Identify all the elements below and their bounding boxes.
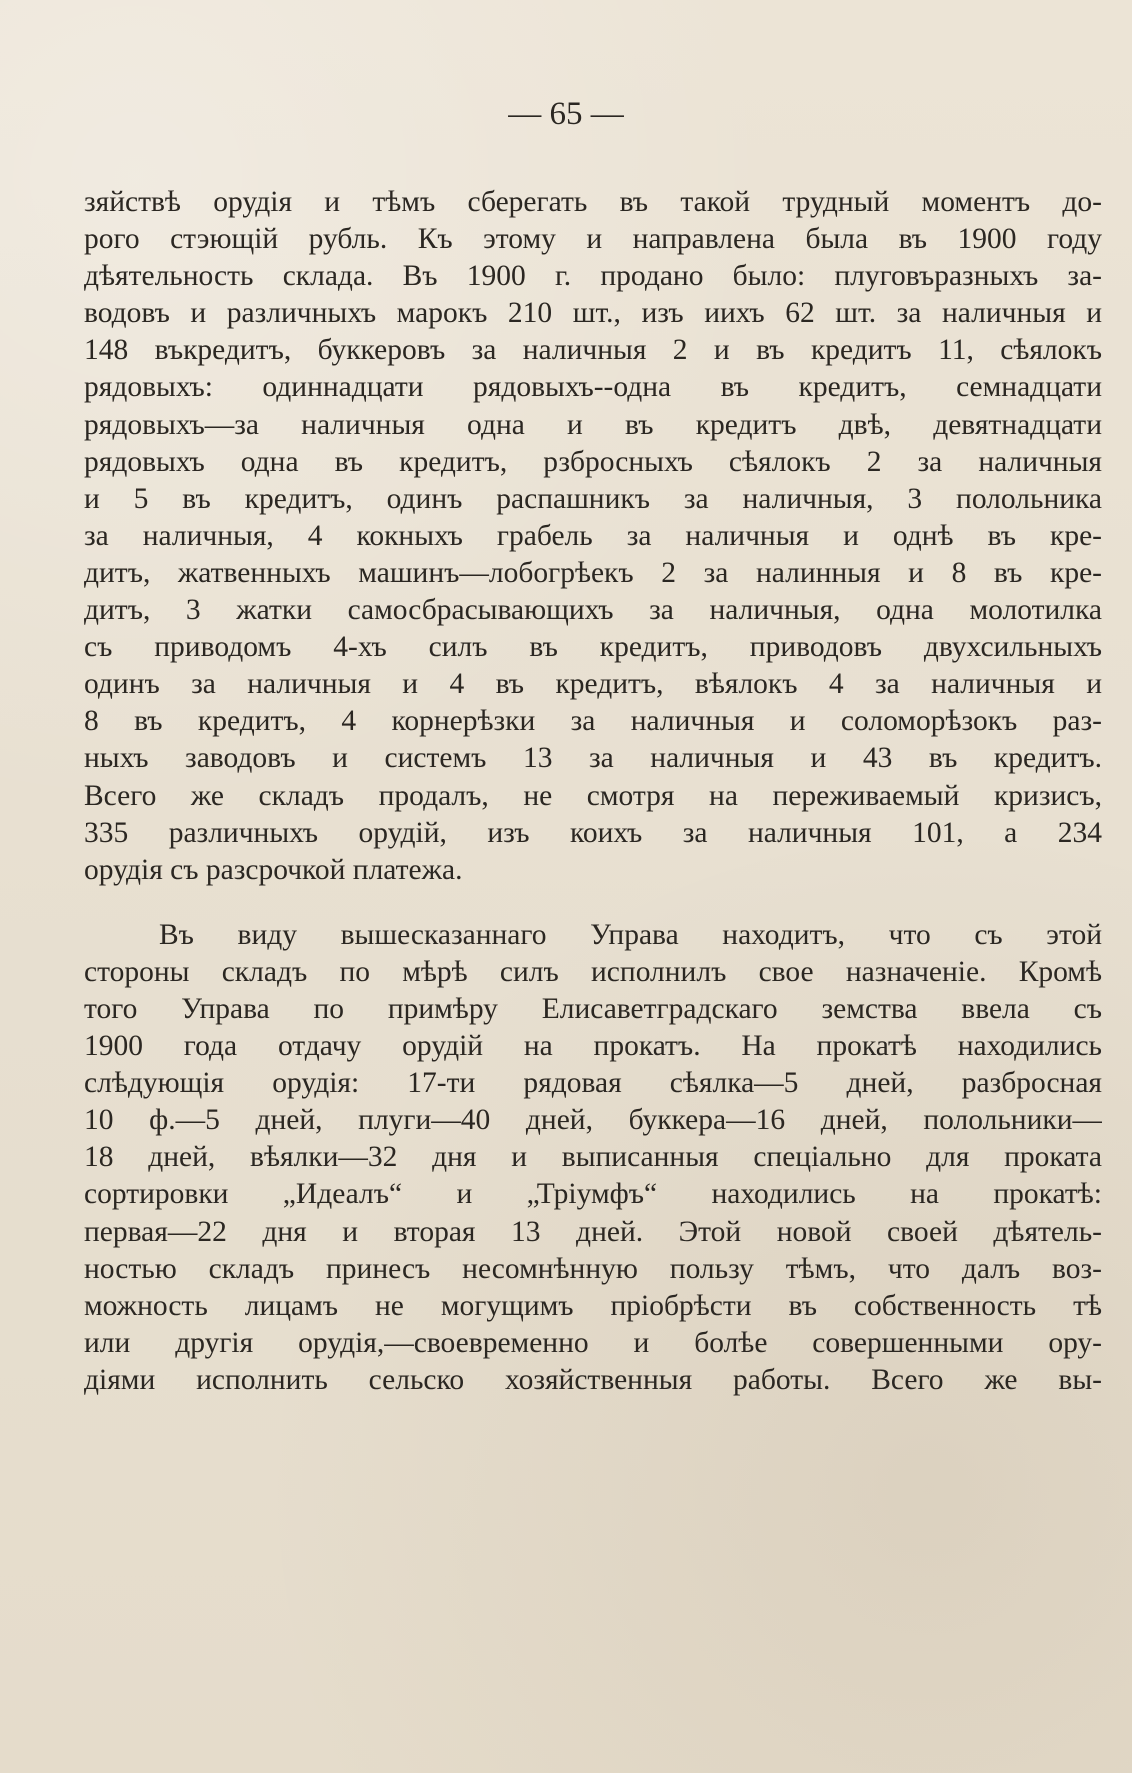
text-line: 148 въкредитъ, буккеровъ за наличныя 2 и въ кредитъ 11, сѣялокъ <box>84 334 1102 367</box>
text-line: 10 ф.—5 дней, плуги—40 дней, буккера—16 дней, полольники— <box>84 1104 1102 1137</box>
text-line: можность лицамъ не могущимъ пріобрѣсти въ собственность тѣ <box>84 1289 1102 1322</box>
text-line: съ приводомъ 4-хъ силъ въ кредитъ, приводовъ двухсильныхъ <box>84 631 1102 664</box>
text-line: стороны складъ по мѣрѣ силъ исполнилъ свое назначеніе. Кромѣ <box>84 955 1102 988</box>
text-line: первая—22 дня и вторая 13 дней. Этой новой своей дѣятель- <box>84 1215 1102 1248</box>
text-line: ныхъ заводовъ и системъ 13 за наличныя и 43 въ кредитъ. <box>84 742 1102 775</box>
text-line: орудія съ разсрочкой платежа. <box>84 853 463 886</box>
paragraph <box>84 184 1102 889</box>
text-line: 8 въ кредитъ, 4 корнерѣзки за наличныя и соломорѣзокъ раз- <box>84 705 1102 738</box>
text-line: дитъ, 3 жатки самосбрасывающихъ за наличныя, одна молотилка <box>84 594 1102 627</box>
text-line: рядовыхъ: одиннадцати рядовыхъ--одна въ кредитъ, семнадцати <box>84 371 1102 404</box>
text-line: сортировки „Идеалъ“ и „Тріумфъ“ находились на прокатѣ: <box>84 1178 1102 1211</box>
text-line: дитъ, жатвенныхъ машинъ—лобогрѣекъ 2 за налинныя и 8 въ кре- <box>84 556 1102 589</box>
text-line: слѣдующія орудія: 17-ти рядовая сѣялка—5 дней, разбросная <box>84 1067 1102 1100</box>
main-text <box>84 184 1102 1399</box>
text-line: дѣятельность склада. Въ 1900 г. продано было: плуговъразныхъ за- <box>84 260 1102 293</box>
text-line: за наличныя, 4 кокныхъ грабель за наличныя и однѣ въ кре- <box>84 519 1102 552</box>
text-line: Всего же складъ продалъ, не смотря на переживаемый кризисъ, <box>84 779 1102 812</box>
text-line: или другія орудія,—своевременно и болѣе совершенными ору- <box>84 1326 1102 1359</box>
text-line: рядовыхъ одна въ кредитъ, рзбросныхъ сѣялокъ 2 за наличныя <box>84 445 1102 478</box>
text-line: рого стэющій рубль. Къ этому и направлена была въ 1900 году <box>84 223 1102 256</box>
text-line: 335 различныхъ орудій, изъ коихъ за наличныя 101, а 234 <box>84 816 1102 849</box>
text-line: діями исполнить сельско хозяйственныя работы. Всего же вы- <box>84 1363 1102 1396</box>
text-line: Въ виду вышесказаннаго Управа находитъ, что съ этой <box>159 918 1102 951</box>
page-number: — 65 — <box>508 96 624 132</box>
paragraph <box>84 917 1102 1399</box>
text-line: 18 дней, вѣялки—32 дня и выписанныя спеціально для проката <box>84 1141 1102 1174</box>
text-line: одинъ за наличныя и 4 въ кредитъ, вѣялокъ 4 за наличныя и <box>84 668 1102 701</box>
paragraph-gap <box>84 889 1102 917</box>
text-line: ностью складъ принесъ несомнѣнную пользу тѣмъ, что далъ воз- <box>84 1252 1102 1285</box>
text-line: 1900 года отдачу орудій на прокатъ. На прокатѣ находились <box>84 1030 1102 1063</box>
text-line: и 5 въ кредитъ, одинъ распашникъ за наличныя, 3 полольника <box>84 482 1102 515</box>
text-line: рядовыхъ—за наличныя одна и въ кредитъ двѣ, девятнадцати <box>84 408 1102 441</box>
text-line: водовъ и различныхъ марокъ 210 шт., изъ иихъ 62 шт. за наличныя и <box>84 297 1102 330</box>
text-line: того Управа по примѣру Елисаветградскаго земства ввела съ <box>84 992 1102 1025</box>
text-line: зяйствѣ орудія и тѣмъ сберегать въ такой трудный моментъ до- <box>84 186 1102 218</box>
